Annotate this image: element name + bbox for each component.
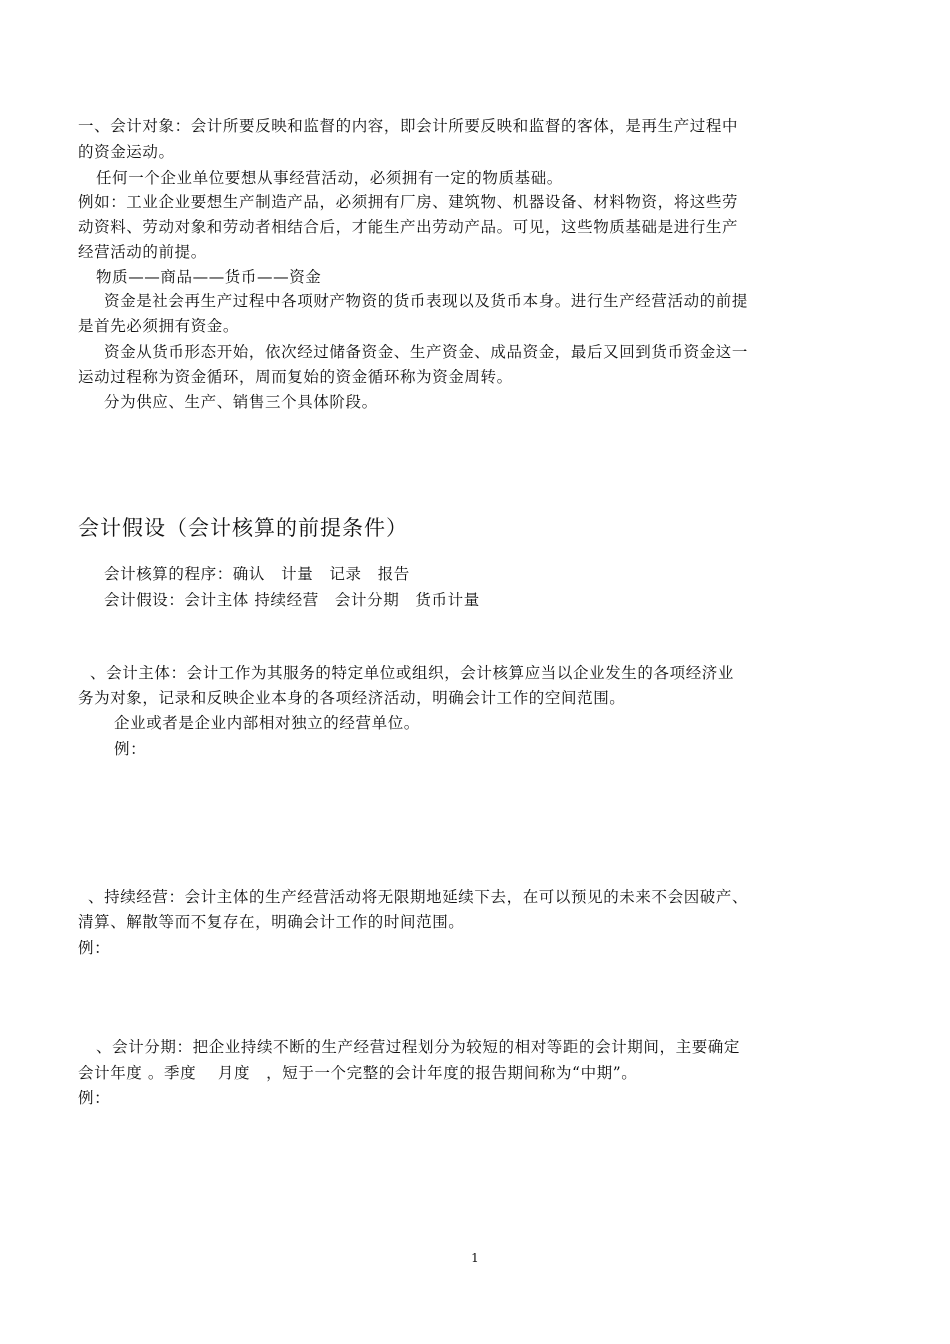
paragraph-line: 任何一个企业单位要想从事经营活动，必须拥有一定的物质基础。 xyxy=(96,169,563,187)
paragraph-line: 例如：工业企业要想生产制造产品，必须拥有厂房、建筑物、机器设备、材料物资，将这些劳 xyxy=(78,193,739,211)
example-label: 例： xyxy=(78,939,111,957)
paragraph-line: 清算、解散等而不复存在，明确会计工作的时间范围。 xyxy=(78,913,465,931)
example-label: 例： xyxy=(114,740,147,758)
assumptions-line: 会计假设：会计主体 持续经营 会计分期 货币计量 xyxy=(104,591,480,609)
example-label: 例： xyxy=(78,1089,111,1107)
paragraph-line: 一、会计对象：会计所要反映和监督的内容，即会计所要反映和监督的客体，是再生产过程中 xyxy=(78,117,739,135)
paragraph-line: 经营活动的前提。 xyxy=(78,243,207,261)
page-number: 1 xyxy=(471,1251,479,1265)
paragraph-line: 的资金运动。 xyxy=(78,143,175,161)
paragraph-line: 是首先必须拥有资金。 xyxy=(78,317,240,335)
paragraph-line: 分为供应、生产、销售三个具体阶段。 xyxy=(104,393,378,411)
paragraph-line: 物质——商品——货币——资金 xyxy=(96,268,322,286)
paragraph-line: 动资料、劳动对象和劳动者相结合后，才能生产出劳动产品。可见，这些物质基础是进行生产 xyxy=(78,218,739,236)
paragraph-line: 运动过程称为资金循环，周而复始的资金循环称为资金周转。 xyxy=(78,368,513,386)
paragraph-line: 企业或者是企业内部相对独立的经营单位。 xyxy=(114,714,420,732)
paragraph-line: 、持续经营：会计主体的生产经营活动将无限期地延续下去，在可以预见的未来不会因破产、 xyxy=(88,888,749,906)
paragraph-line: 、会计分期：把企业持续不断的生产经营过程划分为较短的相对等距的会计期间，主要确定 xyxy=(96,1038,741,1056)
section-heading: 会计假设（会计核算的前提条件） xyxy=(78,516,408,540)
paragraph-line: 务为对象，记录和反映企业本身的各项经济活动，明确会计工作的空间范围。 xyxy=(78,689,626,707)
paragraph-line: 资金从货币形态开始，依次经过储备资金、生产资金、成品资金，最后又回到货币资金这一 xyxy=(104,343,749,361)
procedure-line: 会计核算的程序：确认 计量 记录 报告 xyxy=(104,565,410,583)
paragraph-line: 、会计主体：会计工作为其服务的特定单位或组织，会计核算应当以企业发生的各项经济业 xyxy=(90,664,735,682)
paragraph-line: 会计年度 。季度 月度 ，短于一个完整的会计年度的报告期间称为“中期”。 xyxy=(78,1064,638,1082)
paragraph-line: 资金是社会再生产过程中各项财产物资的货币表现以及货币本身。进行生产经营活动的前提 xyxy=(104,292,749,310)
